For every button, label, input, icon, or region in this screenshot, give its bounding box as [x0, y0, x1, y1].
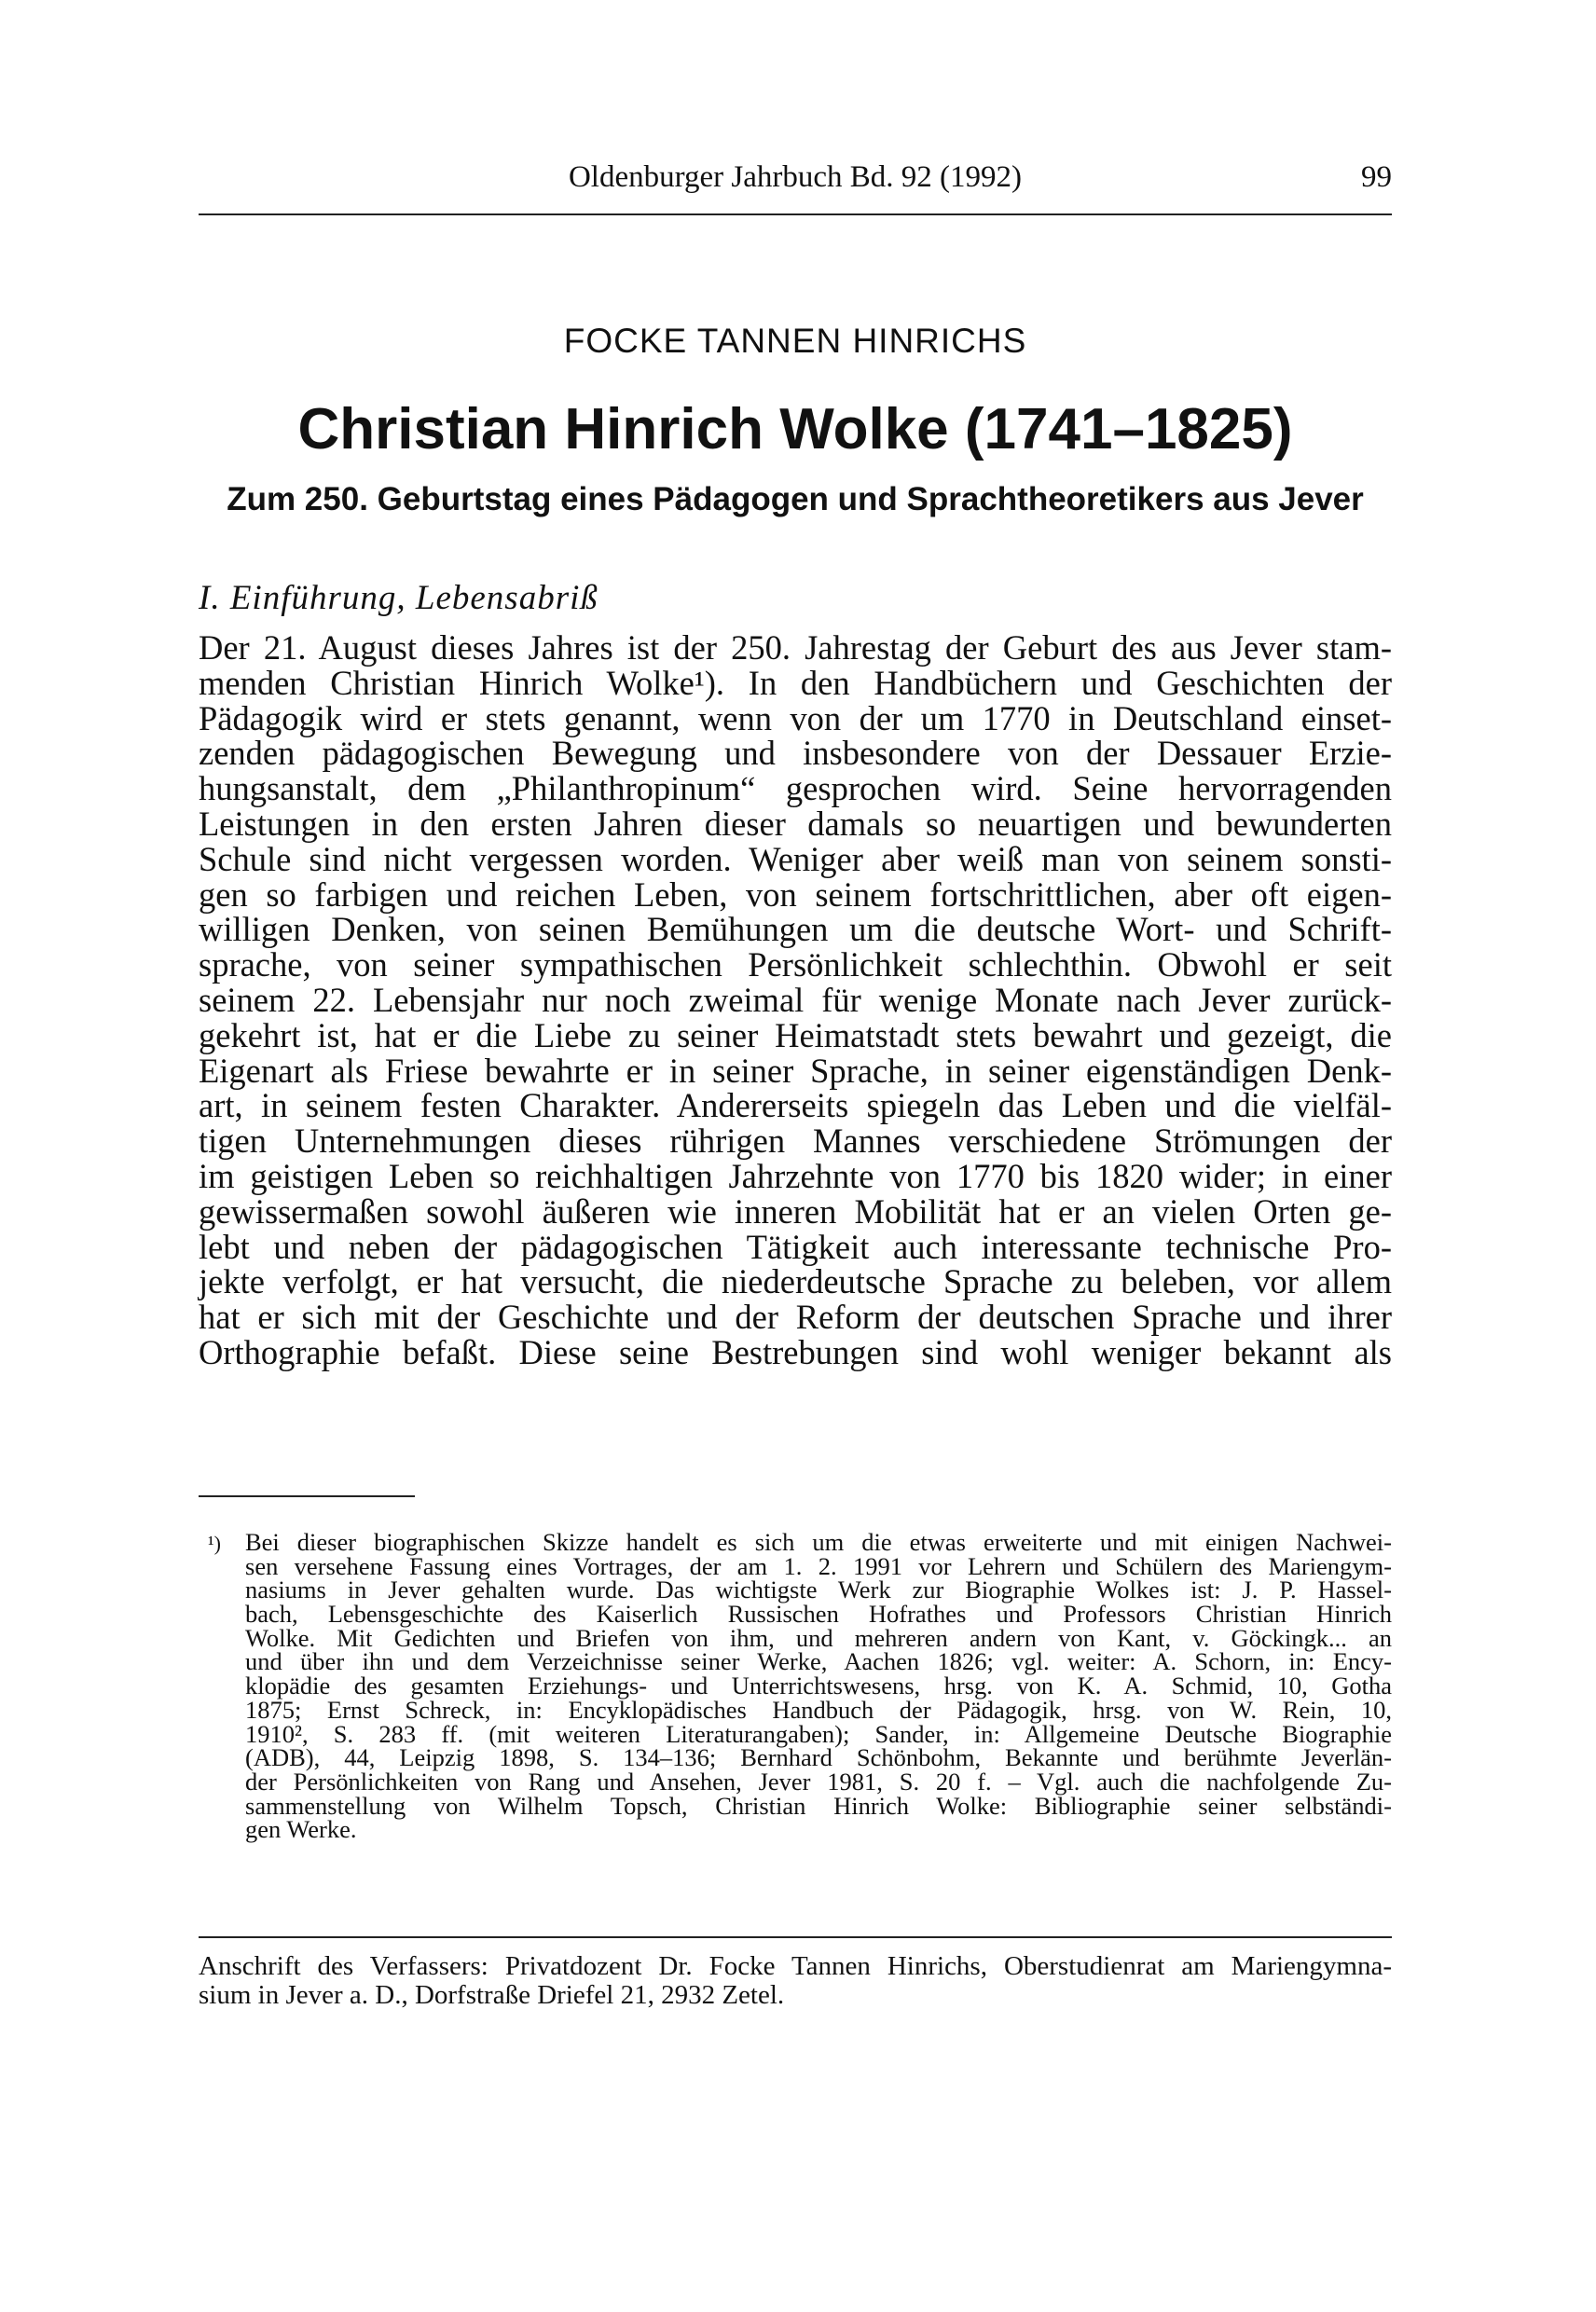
body-line: zenden pädagogischen Bewegung und insbesondere von der Dessauer Erzie- — [199, 734, 1392, 773]
footnote-line: Bei dieser biographischen Skizze handelt es sich um die etwas erweiterte und mit einigen Nachwei- — [245, 1528, 1392, 1556]
footnote-line: 1875; Ernst Schreck, in: Encyklopädisches Handbuch der Pädagogik, hrsg. von W. Rein, 10, — [245, 1695, 1392, 1724]
footnote-line: Wolke. Mit Gedichten und Briefen von ihm, und mehreren andern von Kant, v. Göckingk... an — [245, 1623, 1392, 1652]
body-line: tigen Unternehmungen dieses rührigen Mannes verschiedene Strömungen der — [199, 1122, 1392, 1161]
footnote-text — [245, 1528, 1392, 1844]
footnote-line: nasiums in Jever gehalten wurde. Das wichtigste Werk zur Biographie Wolkes ist: J. P. Hassel- — [245, 1576, 1392, 1604]
address-rule — [199, 1936, 1392, 1938]
footnote-line: bach, Lebensgeschichte des Kaiserlich Russischen Hofrathes und Professors Christian Hinrich — [245, 1600, 1392, 1629]
body-line: lebt und neben der pädagogischen Tätigkeit auch interessante technische Pro- — [199, 1227, 1392, 1266]
body-line: Orthographie befaßt. Diese seine Bestrebungen sind wohl weniger bekannt als — [199, 1332, 1392, 1371]
body-line: jekte verfolgt, er hat versucht, die niederdeutsche Sprache zu beleben, vor allem — [199, 1262, 1392, 1301]
footnote-line: der Persönlichkeiten von Rang und Ansehen, Jever 1981, S. 20 f. – Vgl. auch die nachfolgende Zu- — [245, 1767, 1392, 1796]
body-line: menden Christian Hinrich Wolke¹). In den Handbüchern und Geschichten der — [199, 663, 1392, 702]
running-header — [199, 157, 1392, 198]
footnote-line: (ADB), 44, Leipzig 1898, S. 134–136; Bernhard Schönbohm, Bekannte und berühmte Jeverlän- — [245, 1743, 1392, 1772]
page-number: 99 — [1361, 160, 1392, 194]
footnote-line: klopädie des gesamten Erziehungs- und Unterrichtswesens, hrsg. von K. A. Schmid, 10, Gotha — [245, 1672, 1392, 1700]
footnote-marker: ¹) — [208, 1532, 221, 1555]
body-line: gen so farbigen und reichen Leben, von seinem fortschrittlichen, aber oft eigen- — [199, 874, 1392, 914]
body-line: willigen Denken, von seinen Bemühungen um die deutsche Wort- und Schrift- — [199, 910, 1392, 949]
body-line: Pädagogik wird er stets genannt, wenn von der um 1770 in Deutschland einset- — [199, 698, 1392, 737]
body-line: Eigenart als Friese bewahrte er in seiner Sprache, in seiner eigenständigen Denk- — [199, 1051, 1392, 1090]
author-address — [199, 1952, 1392, 2010]
footnote-rule — [199, 1495, 415, 1497]
footnote-line: 1910², S. 283 ff. (mit weiteren Literaturangaben); Sander, in: Allgemeine Deutsche Biographie — [245, 1719, 1392, 1748]
body-line: Schule sind nicht vergessen worden. Weniger aber weiß man von seinem sonsti- — [199, 839, 1392, 878]
header-rule — [199, 213, 1392, 215]
body-line: seinem 22. Lebensjahr nur noch zweimal für wenige Monate nach Jever zurück- — [199, 980, 1392, 1019]
body-line: hungsanstalt, dem „Philanthropinum“ gesprochen wird. Seine hervorragenden — [199, 769, 1392, 808]
footnote-line: gen Werke. — [245, 1815, 357, 1844]
body-line: Leistungen in den ersten Jahren dieser damals so neuartigen und bewunderten — [199, 804, 1392, 843]
address-line: Anschrift des Verfassers: Privatdozent Dr. Focke Tannen Hinrichs, Oberstudienrat am Mariengymna- — [199, 1951, 1392, 1981]
footnote-line: sen versehene Fassung eines Vortrages, der am 1. 2. 1991 vor Lehrern und Schülern des Mariengym- — [245, 1551, 1392, 1580]
body-text — [199, 630, 1392, 1370]
article-author: FOCKE TANNEN HINRICHS — [563, 322, 1027, 360]
body-line: art, in seinem festen Charakter. Andererseits spiegeln das Leben und die vielfäl- — [199, 1086, 1392, 1125]
article-subtitle: Zum 250. Geburtstag eines Pädagogen und Sprachtheoretikers aus Jever — [227, 481, 1364, 517]
body-line: hat er sich mit der Geschichte und der Reform der deutschen Sprache und ihrer — [199, 1298, 1392, 1337]
footnote-line: und über ihn und dem Verzeichnisse seiner Werke, Aachen 1826; vgl. weiter: A. Schorn, in: Ency- — [245, 1647, 1392, 1676]
section-heading: I. Einführung, Lebensabriß — [199, 579, 598, 617]
address-line: sium in Jever a. D., Dorfstraße Driefel 21, 2932 Zetel. — [199, 1980, 785, 2010]
body-line: sprache, von seiner sympathischen Persönlichkeit schlechthin. Obwohl er seit — [199, 945, 1392, 984]
journal-title: Oldenburger Jahrbuch Bd. 92 (1992) — [568, 160, 1023, 194]
body-line: gewissermaßen sowohl äußeren wie inneren Mobilität hat er an vielen Orten ge- — [199, 1191, 1392, 1231]
article-title: Christian Hinrich Wolke (1741–1825) — [297, 397, 1293, 461]
body-line: im geistigen Leben so reichhaltigen Jahrzehnte von 1770 bis 1820 wider; in einer — [199, 1156, 1392, 1195]
footnote-line: sammenstellung von Wilhelm Topsch, Christian Hinrich Wolke: Bibliographie seiner selbständi- — [245, 1791, 1392, 1820]
body-line: Der 21. August dieses Jahres ist der 250. Jahrestag der Geburt des aus Jever stam- — [199, 628, 1392, 667]
body-line: gekehrt ist, hat er die Liebe zu seiner Heimatstadt stets bewahrt und gezeigt, die — [199, 1015, 1392, 1054]
